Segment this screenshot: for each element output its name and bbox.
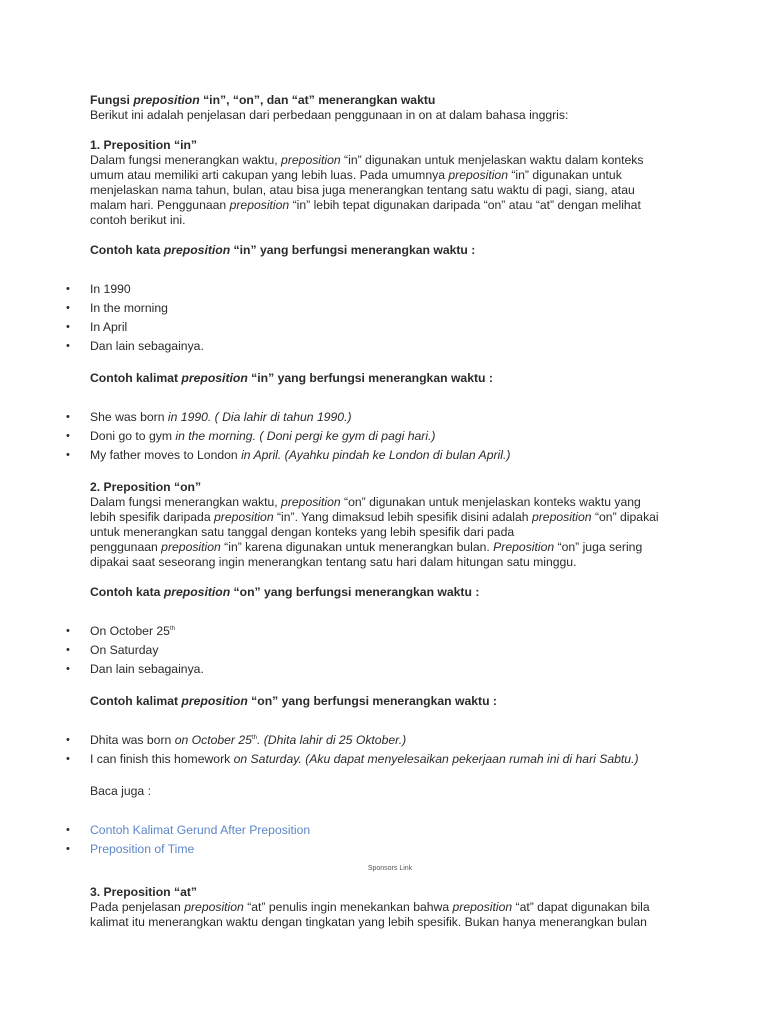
text-run: On October 25 xyxy=(90,624,170,638)
emphasis-text: in April. (Ayahku pindah ke London di bulan April.) xyxy=(241,448,511,462)
text-run: I can finish this homework xyxy=(90,752,234,766)
bullet: • xyxy=(66,843,70,855)
list-item xyxy=(0,427,700,446)
list-item xyxy=(0,408,700,427)
text-run: Contoh kata xyxy=(90,585,164,599)
list-item xyxy=(0,750,700,769)
text-run: Contoh kalimat xyxy=(90,694,182,708)
emphasis-text: in 1990. ( Dia lahir di tahun 1990.) xyxy=(167,410,352,424)
text-run: “in” digunakan untuk menjelaskan waktu dalam konteks xyxy=(340,153,644,167)
text-run: “at” penulis ingin menekankan bahwa xyxy=(243,900,453,914)
text-run: Contoh kalimat xyxy=(90,371,182,385)
text-run: Dalam fungsi menerangkan waktu, xyxy=(90,495,282,509)
example-list-kata-in xyxy=(0,280,700,356)
link-preposition-of-time[interactable]: Preposition of Time xyxy=(90,842,195,856)
example-list-kalimat-in xyxy=(0,408,700,465)
text-run: Dalam fungsi menerangkan waktu, xyxy=(90,153,282,167)
text-run: “in” lebih tepat digunakan daripada “on” atau “at” dengan melihat xyxy=(289,198,641,212)
text-run: Dan lain sebagainya. xyxy=(90,662,204,676)
emphasis-text: preposition xyxy=(161,540,221,554)
section-body-on xyxy=(90,495,690,570)
read-also-link-item[interactable] xyxy=(0,840,700,859)
text-run: malam hari. Penggunaan xyxy=(90,198,230,212)
emphasis-text: preposition xyxy=(452,900,513,914)
text-run: “on” digunakan untuk menjelaskan konteks waktu yang xyxy=(340,495,641,509)
emphasis-text: preposition xyxy=(213,510,274,524)
bullet: • xyxy=(66,430,70,442)
title-emphasis: preposition xyxy=(133,93,200,107)
section-body-at xyxy=(90,900,690,930)
intro-text: Berikut ini adalah penjelasan dari perbedaan penggunaan in on at dalam bahasa inggris: xyxy=(90,108,569,122)
bullet: • xyxy=(66,340,70,352)
bullet: • xyxy=(66,449,70,461)
text-run: Doni go to gym xyxy=(90,429,176,443)
list-item xyxy=(0,731,700,750)
emphasis-text: in the morning. ( Doni pergi ke gym di pagi hari.) xyxy=(175,429,436,443)
text-run: She was born xyxy=(90,410,168,424)
bullet: • xyxy=(66,824,70,836)
text-run: In 1990 xyxy=(90,282,131,296)
text-run: “in” digunakan untuk xyxy=(507,168,622,182)
section-heading-in: 1. Preposition “in” xyxy=(90,138,197,152)
text-run: umum atau memiliki arti cakupan yang lebih luas. Pada umumnya xyxy=(90,168,449,182)
bullet: • xyxy=(66,321,70,333)
emphasis-text: preposition xyxy=(181,371,248,385)
emphasis-text: . (Dhita lahir di 25 Oktober.) xyxy=(256,733,407,747)
list-item xyxy=(0,622,700,641)
text-run: “on” yang berfungsi menerangkan waktu : xyxy=(247,694,497,708)
text-run: “on” yang berfungsi menerangkan waktu : xyxy=(230,585,480,599)
text-run: In the morning xyxy=(90,301,168,315)
text-run: On Saturday xyxy=(90,643,159,657)
read-also-label: Baca juga : xyxy=(90,784,151,798)
section-body-in xyxy=(90,153,690,228)
list-item xyxy=(0,337,700,356)
ordinal-suffix: th xyxy=(169,625,175,632)
emphasis-text: preposition xyxy=(163,585,231,599)
emphasis-text: preposition xyxy=(184,900,244,914)
title-text: Fungsi xyxy=(90,93,134,107)
text-run: penggunaan xyxy=(90,540,162,554)
text-run: “on” juga sering xyxy=(554,540,643,554)
text-run: “in”. Yang dimaksud lebih spesifik disini adalah xyxy=(273,510,532,524)
emphasis-text: preposition xyxy=(163,243,231,257)
list-item xyxy=(0,660,700,679)
text-run: Dan lain sebagainya. xyxy=(90,339,204,353)
link-gerund[interactable]: Contoh Kalimat Gerund After Preposition xyxy=(90,823,311,837)
emphasis-text: Preposition xyxy=(493,540,555,554)
bullet: • xyxy=(66,753,70,765)
text-run: kalimat itu menerangkan waktu dengan tingkatan yang lebih spesifik. Bukan hanya menerangkan bulan xyxy=(90,915,647,929)
document-content xyxy=(66,93,690,930)
text-run: In April xyxy=(90,320,128,334)
text-run: “in” karena digunakan untuk menerangkan bulan. xyxy=(220,540,494,554)
title-text-end: “in”, “on”, dan “at” menerangkan waktu xyxy=(199,93,436,107)
read-also-links xyxy=(0,821,700,859)
bullet: • xyxy=(66,625,70,637)
example-list-kalimat-on xyxy=(0,731,700,769)
emphasis-text: on Saturday. (Aku dapat menyelesaikan pekerjaan rumah ini di hari Sabtu.) xyxy=(233,752,639,766)
text-run: untuk menerangkan satu tanggal dengan konteks yang lebih spesifik dari pada xyxy=(90,525,515,539)
text-run: contoh berikut ini. xyxy=(90,213,186,227)
text-run: menjelaskan nama tahun, bulan, atau bisa juga menerangkan tentang satu waktu di pagi, siang, atau xyxy=(90,183,635,197)
list-item xyxy=(0,280,700,299)
text-run: Dhita was born xyxy=(90,733,175,747)
section-heading-at: 3. Preposition “at” xyxy=(90,885,197,899)
section-heading-on: 2. Preposition “on” xyxy=(90,480,202,494)
subheading-kata-on xyxy=(90,585,690,600)
text-run: lebih spesifik daripada xyxy=(90,510,214,524)
text-run: “in” yang berfungsi menerangkan waktu : xyxy=(230,243,476,257)
list-item xyxy=(0,446,700,465)
emphasis-text: on October 25 xyxy=(174,733,252,747)
list-item xyxy=(0,299,700,318)
sponsors-link[interactable]: Sponsors Link xyxy=(367,865,413,872)
bullet: • xyxy=(66,302,70,314)
text-run: “in” yang berfungsi menerangkan waktu : xyxy=(247,371,493,385)
example-list-kata-on xyxy=(0,622,700,679)
read-also-link-item[interactable] xyxy=(0,821,700,840)
emphasis-text: preposition xyxy=(181,694,248,708)
emphasis-text: preposition xyxy=(448,168,508,182)
subheading-kalimat-in xyxy=(90,371,690,386)
bullet: • xyxy=(66,411,70,423)
text-run: Pada penjelasan xyxy=(90,900,185,914)
text-run: dipakai saat seseorang ingin menerangkan tentang satu hari dalam hitungan satu minggu. xyxy=(90,555,577,569)
emphasis-text: preposition xyxy=(229,198,290,212)
text-run: My father moves to London xyxy=(90,448,242,462)
ordinal-suffix: th xyxy=(251,734,257,741)
bullet: • xyxy=(66,283,70,295)
text-run: “on” dipakai xyxy=(591,510,659,524)
emphasis-text: preposition xyxy=(281,495,341,509)
emphasis-text: preposition xyxy=(281,153,341,167)
emphasis-text: preposition xyxy=(531,510,592,524)
text-run: Contoh kata xyxy=(90,243,164,257)
bullet: • xyxy=(66,663,70,675)
subheading-kalimat-on xyxy=(90,694,690,709)
subheading-kata-in xyxy=(90,243,690,258)
list-item xyxy=(0,641,700,660)
bullet: • xyxy=(66,734,70,746)
document-title xyxy=(90,93,690,108)
bullet: • xyxy=(66,644,70,656)
list-item xyxy=(0,318,700,337)
text-run: “at” dapat digunakan bila xyxy=(512,900,650,914)
